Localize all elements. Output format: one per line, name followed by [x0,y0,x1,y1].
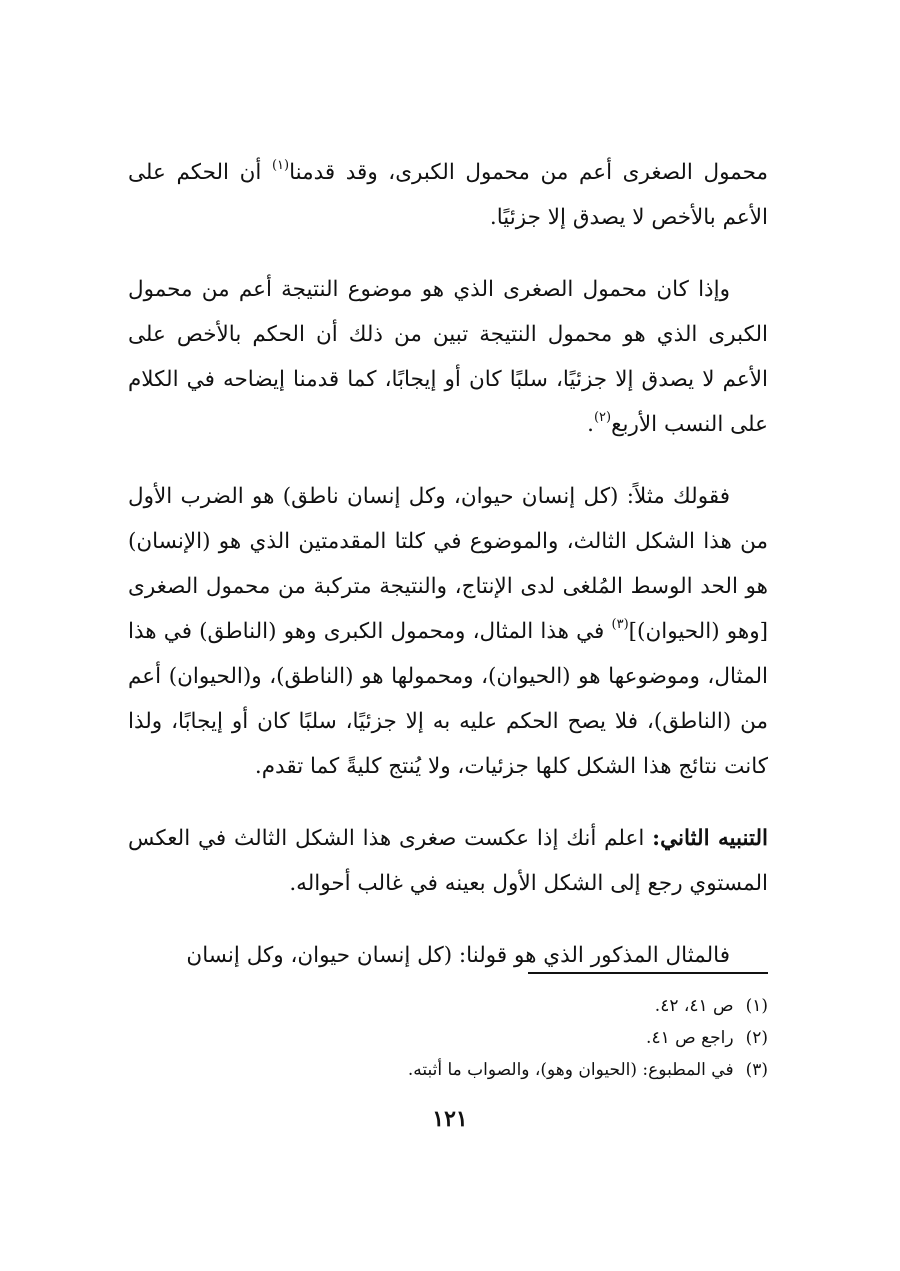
page-number: ١٢١ [432,1106,468,1132]
paragraph-text: أن الحكم على الأعم بالأخص لا يصدق إلا جزئيًا. [128,160,768,230]
footnote-1 [128,990,768,1022]
paragraph-text: اعلم أنك إذا عكست صغرى هذا الشكل الثالث في العكس المستوي رجع إلى الشكل الأول بعينه في غالب أحواله. [128,826,768,896]
footnote-text: راجع ص ٤١. [646,1028,734,1048]
footnote-3 [128,1054,768,1086]
paragraph-3 [128,474,768,789]
footnote-text: في المطبوع: (الحيوان وهو)، والصواب ما أثبته. [407,1060,734,1080]
paragraph-1 [128,150,768,240]
paragraph-text: محمول الصغرى أعم من محمول الكبرى، وقد قدمنا [289,160,769,185]
footnote-ref-1[interactable]: (١) [271,158,290,173]
footnote-2 [128,1022,768,1054]
section-heading: التنبيه الثاني: [652,826,769,851]
paragraph-text: فقولك مثلاً: (كل إنسان حيوان، وكل إنسان ناطق) هو الضرب الأول من هذا الشكل الثالث، والموضوع في كلتا المقدمتين الذي هو (الإنسان) هو الحد الوسط المُلغى لدى الإنتاج، والنتيجة متركبة من محمول الصغرى [وهو (الحيوان)] [128,484,768,644]
paragraph-text: فالمثال المذكور الذي هو قولنا: (كل إنسان حيوان، وكل إنسان [186,943,730,968]
paragraph-text: . [587,412,594,437]
main-text [128,150,768,1005]
paragraph-text: وإذا كان محمول الصغرى الذي هو موضوع النتيجة أعم من محمول الكبرى الذي هو محمول النتيجة تبين من ذلك أن الحكم بالأخص على الأعم لا يصدق إلا جزئيًا، سلبًا كان أو إيجابًا، كما قدمنا إيضاحه في الكلام على النسب الأربع [128,277,768,437]
footnote-number: (١) [745,996,768,1016]
footnote-ref-3[interactable]: (٣) [611,617,629,632]
footnote-number: (٣) [745,1060,768,1080]
footnotes [128,990,768,1086]
footnote-text: ص ٤١، ٤٢. [654,996,734,1016]
footnote-divider [528,972,768,974]
footnote-ref-2[interactable]: (٢) [593,410,612,425]
paragraph-text: في هذا المثال، ومحمول الكبرى وهو (الناطق) في هذا المثال، وموضوعها هو (الحيوان)، ومحمولها هو (الناطق)، و(الحيوان) أعم من (الناطق)، فلا يصح الحكم عليه به إلا جزئيًا، سلبًا كان أو إيجابًا، ولذا كانت نتائج هذا الشكل كلها جزئيات، ولا يُنتج كليةً كما تقدم. [128,619,768,779]
footnote-number: (٢) [745,1028,768,1048]
paragraph-2 [128,267,768,447]
paragraph-4 [128,816,768,906]
